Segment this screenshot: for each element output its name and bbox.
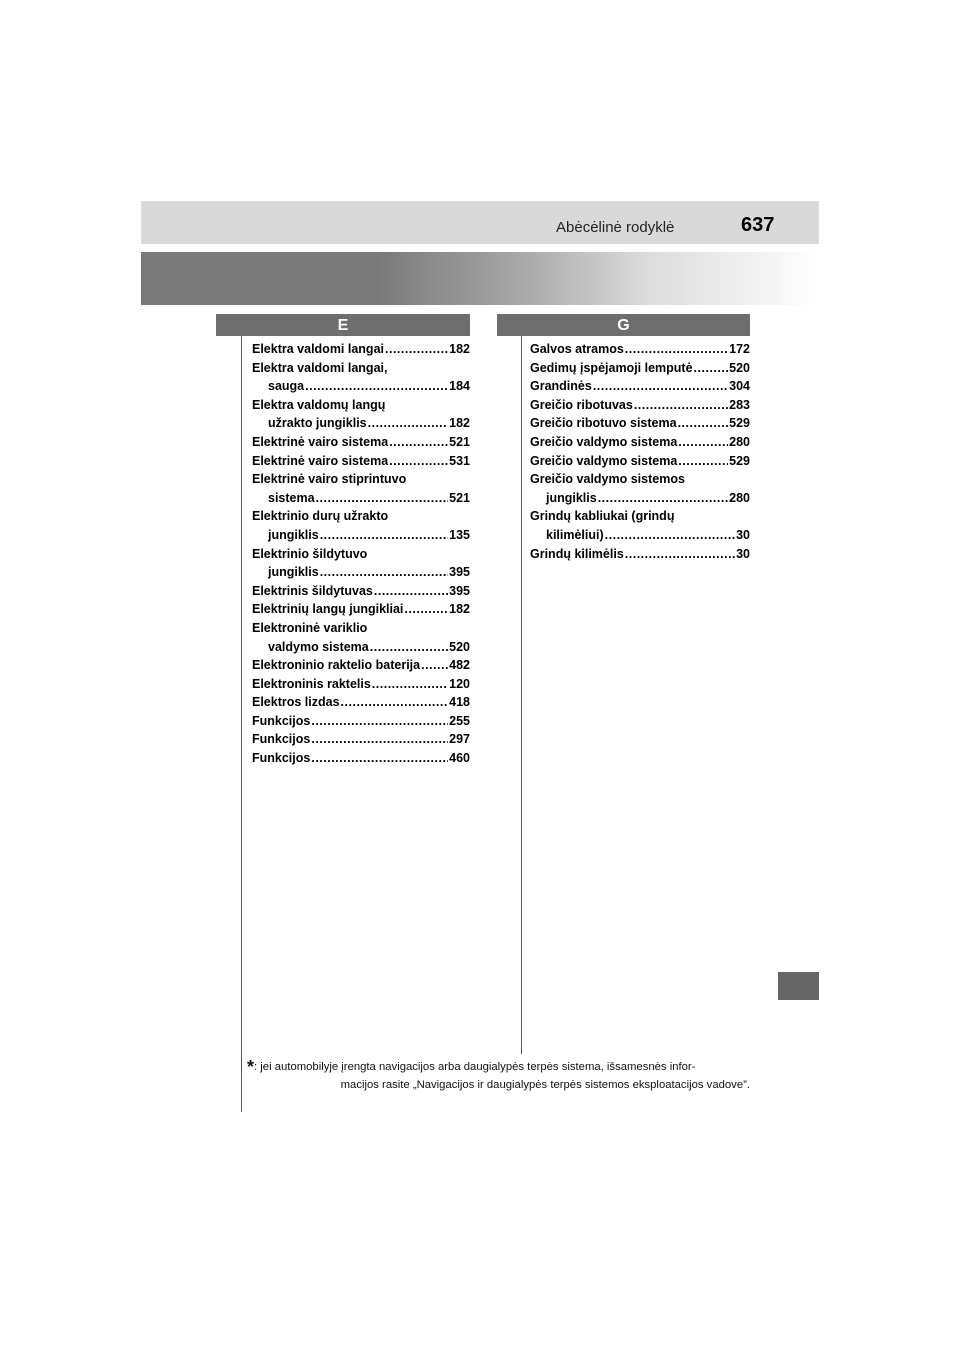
- index-entry: [252, 396, 470, 415]
- footnote-line-1: : jei automobilyje įrengta navigacijos arba daugialypės terpės sistema, išsamesnės infor-: [254, 1061, 696, 1073]
- thumb-index-tab: [778, 972, 819, 1000]
- index-entry: [530, 340, 750, 359]
- gradient-banner: [141, 252, 819, 305]
- index-entry-name: Elektrinio durų užrakto: [252, 509, 389, 524]
- dot-leader: [311, 730, 448, 749]
- index-entry-name: Elektra valdomų langų: [252, 397, 386, 412]
- index-entry-page: 30: [736, 527, 750, 542]
- dot-leader: [694, 359, 729, 378]
- index-column-e: [252, 340, 470, 768]
- footnote-line-2: macijos rasite „Navigacijos ir daugialypės terpės sistemos eksploatacijos vadove”.: [340, 1079, 750, 1091]
- dot-leader: [374, 582, 448, 601]
- index-entry: [252, 730, 470, 749]
- index-entry-name: sauga: [268, 379, 305, 394]
- dot-leader: [320, 563, 448, 582]
- dot-leader: [421, 656, 448, 675]
- index-entry-page: 297: [449, 732, 470, 747]
- dot-leader: [678, 433, 728, 452]
- index-entry: [530, 452, 750, 471]
- dot-leader: [389, 433, 448, 452]
- index-entry-name: Elektrinė vairo stiprintuvo: [252, 472, 407, 487]
- index-entry: [252, 582, 470, 601]
- index-entry: [252, 675, 470, 694]
- dot-leader: [678, 452, 728, 471]
- index-entry: [252, 749, 470, 768]
- index-entry-name: Elektra valdomi langai: [252, 342, 384, 356]
- index-entry-page: 172: [729, 342, 750, 356]
- index-entry-page: 395: [449, 565, 470, 580]
- index-entry: [252, 712, 470, 731]
- index-entry-page: 520: [449, 639, 470, 654]
- index-entry-name: sistema: [268, 490, 315, 505]
- index-entry-name: Elektrinė vairo sistema: [252, 453, 389, 468]
- dot-leader: [372, 675, 448, 694]
- index-entry: [530, 470, 750, 489]
- index-entry-page: 182: [449, 416, 470, 431]
- index-entry: [252, 359, 470, 378]
- index-entry-page: 460: [449, 751, 470, 766]
- index-entry-page: 520: [729, 360, 750, 375]
- footnote-marker: *: [247, 1057, 255, 1077]
- dot-leader: [370, 638, 448, 657]
- index-entry-name: Elektra valdomi langai,: [252, 360, 388, 375]
- index-entry-page: 182: [449, 602, 470, 617]
- dot-leader: [634, 396, 728, 415]
- index-entry-name: Galvos atramos: [530, 342, 624, 356]
- dot-leader: [368, 414, 449, 433]
- index-entry: [252, 600, 470, 619]
- index-entry-page: 521: [449, 490, 470, 505]
- index-entry: [530, 377, 750, 396]
- letter-header-e: E: [216, 314, 470, 336]
- index-entry: [252, 526, 470, 545]
- dot-leader: [311, 749, 448, 768]
- index-entry-name: Elektroninis raktelis: [252, 676, 371, 691]
- index-entry: [252, 340, 470, 359]
- left-column-rule: [241, 314, 242, 1112]
- dot-leader: [625, 545, 735, 564]
- index-entry: [530, 433, 750, 452]
- header-band: [141, 201, 819, 244]
- index-entry-name: Funkcijos: [252, 732, 311, 747]
- dot-leader: [305, 377, 448, 396]
- dot-leader: [404, 600, 448, 619]
- dot-leader: [341, 693, 449, 712]
- page-number: 637: [741, 214, 775, 236]
- dot-leader: [598, 489, 728, 508]
- dot-leader: [311, 712, 448, 731]
- index-entry-page: 182: [449, 342, 470, 356]
- section-title: Abėcėlinė rodyklė: [556, 219, 675, 236]
- letter-header-g: G: [497, 314, 750, 336]
- index-entry-name: Funkcijos: [252, 751, 311, 766]
- index-entry: [252, 452, 470, 471]
- dot-leader: [320, 526, 448, 545]
- dot-leader: [385, 340, 448, 359]
- index-entry: [530, 414, 750, 433]
- index-entry: [252, 563, 470, 582]
- index-entry-page: 280: [729, 434, 750, 449]
- index-entry: [530, 545, 750, 564]
- index-entry-page: 482: [449, 658, 470, 673]
- index-entry-name: užrakto jungiklis: [268, 416, 367, 431]
- index-entry-name: Greičio valdymo sistema: [530, 434, 678, 449]
- index-entry-page: 529: [729, 416, 750, 431]
- index-entry-name: Gedimų įspėjamoji lemputė: [530, 360, 693, 375]
- index-entry-name: Elektrinis šildytuvas: [252, 583, 373, 598]
- index-entry-name: Elektroninė variklio: [252, 620, 368, 635]
- index-entry: [252, 507, 470, 526]
- index-entry-name: valdymo sistema: [268, 639, 369, 654]
- index-entry-name: Elektrinių langų jungikliai: [252, 602, 404, 617]
- dot-leader: [605, 526, 735, 545]
- dot-leader: [625, 340, 728, 359]
- index-entry-name: Greičio valdymo sistema: [530, 453, 678, 468]
- center-column-rule: [521, 336, 522, 1054]
- index-entry-name: Grindų kilimėlis: [530, 546, 624, 561]
- index-entry-name: Grandinės: [530, 379, 592, 394]
- dot-leader: [316, 489, 449, 508]
- index-entry-name: jungiklis: [546, 490, 597, 505]
- index-entry: [252, 433, 470, 452]
- index-entry-page: 395: [449, 583, 470, 598]
- index-entry-name: Elektroninio raktelio baterija: [252, 658, 421, 673]
- index-entry-page: 184: [449, 379, 470, 394]
- index-entry-page: 120: [449, 676, 470, 691]
- dot-leader: [678, 414, 729, 433]
- index-entry: [252, 470, 470, 489]
- index-entry-page: 531: [449, 453, 470, 468]
- index-entry-name: Greičio ribotuvo sistema: [530, 416, 677, 431]
- index-entry: [530, 359, 750, 378]
- index-entry-page: 135: [449, 527, 470, 542]
- index-entry: [252, 619, 470, 638]
- index-entry-page: 283: [729, 397, 750, 412]
- index-entry: [252, 656, 470, 675]
- index-entry: [252, 489, 470, 508]
- index-entry-page: 255: [449, 713, 470, 728]
- index-entry: [252, 414, 470, 433]
- index-entry-name: Greičio ribotuvas: [530, 397, 633, 412]
- index-entry: [252, 377, 470, 396]
- footnote: [247, 1058, 750, 1094]
- index-entry: [530, 489, 750, 508]
- dot-leader: [593, 377, 728, 396]
- index-entry-name: jungiklis: [268, 527, 319, 542]
- index-entry: [530, 396, 750, 415]
- index-entry: [252, 545, 470, 564]
- index-entry: [252, 693, 470, 712]
- index-entry-name: Greičio valdymo sistemos: [530, 472, 685, 487]
- index-entry-name: Elektros lizdas: [252, 695, 340, 710]
- index-entry-name: Elektrinė vairo sistema: [252, 434, 389, 449]
- index-entry-page: 521: [449, 434, 470, 449]
- index-entry-page: 280: [729, 490, 750, 505]
- index-entry-name: jungiklis: [268, 565, 319, 580]
- index-entry: [252, 638, 470, 657]
- index-entry-page: 30: [736, 546, 750, 561]
- index-entry-name: Grindų kabliukai (grindų: [530, 509, 675, 524]
- index-entry-page: 304: [729, 379, 750, 394]
- index-entry: [530, 526, 750, 545]
- index-entry-name: Elektrinio šildytuvo: [252, 546, 368, 561]
- index-column-g: [530, 340, 750, 563]
- dot-leader: [389, 452, 448, 471]
- index-entry-page: 529: [729, 453, 750, 468]
- index-entry: [530, 507, 750, 526]
- index-entry-page: 418: [449, 695, 470, 710]
- index-entry-name: Funkcijos: [252, 713, 311, 728]
- index-entry-name: kilimėliui): [546, 527, 604, 542]
